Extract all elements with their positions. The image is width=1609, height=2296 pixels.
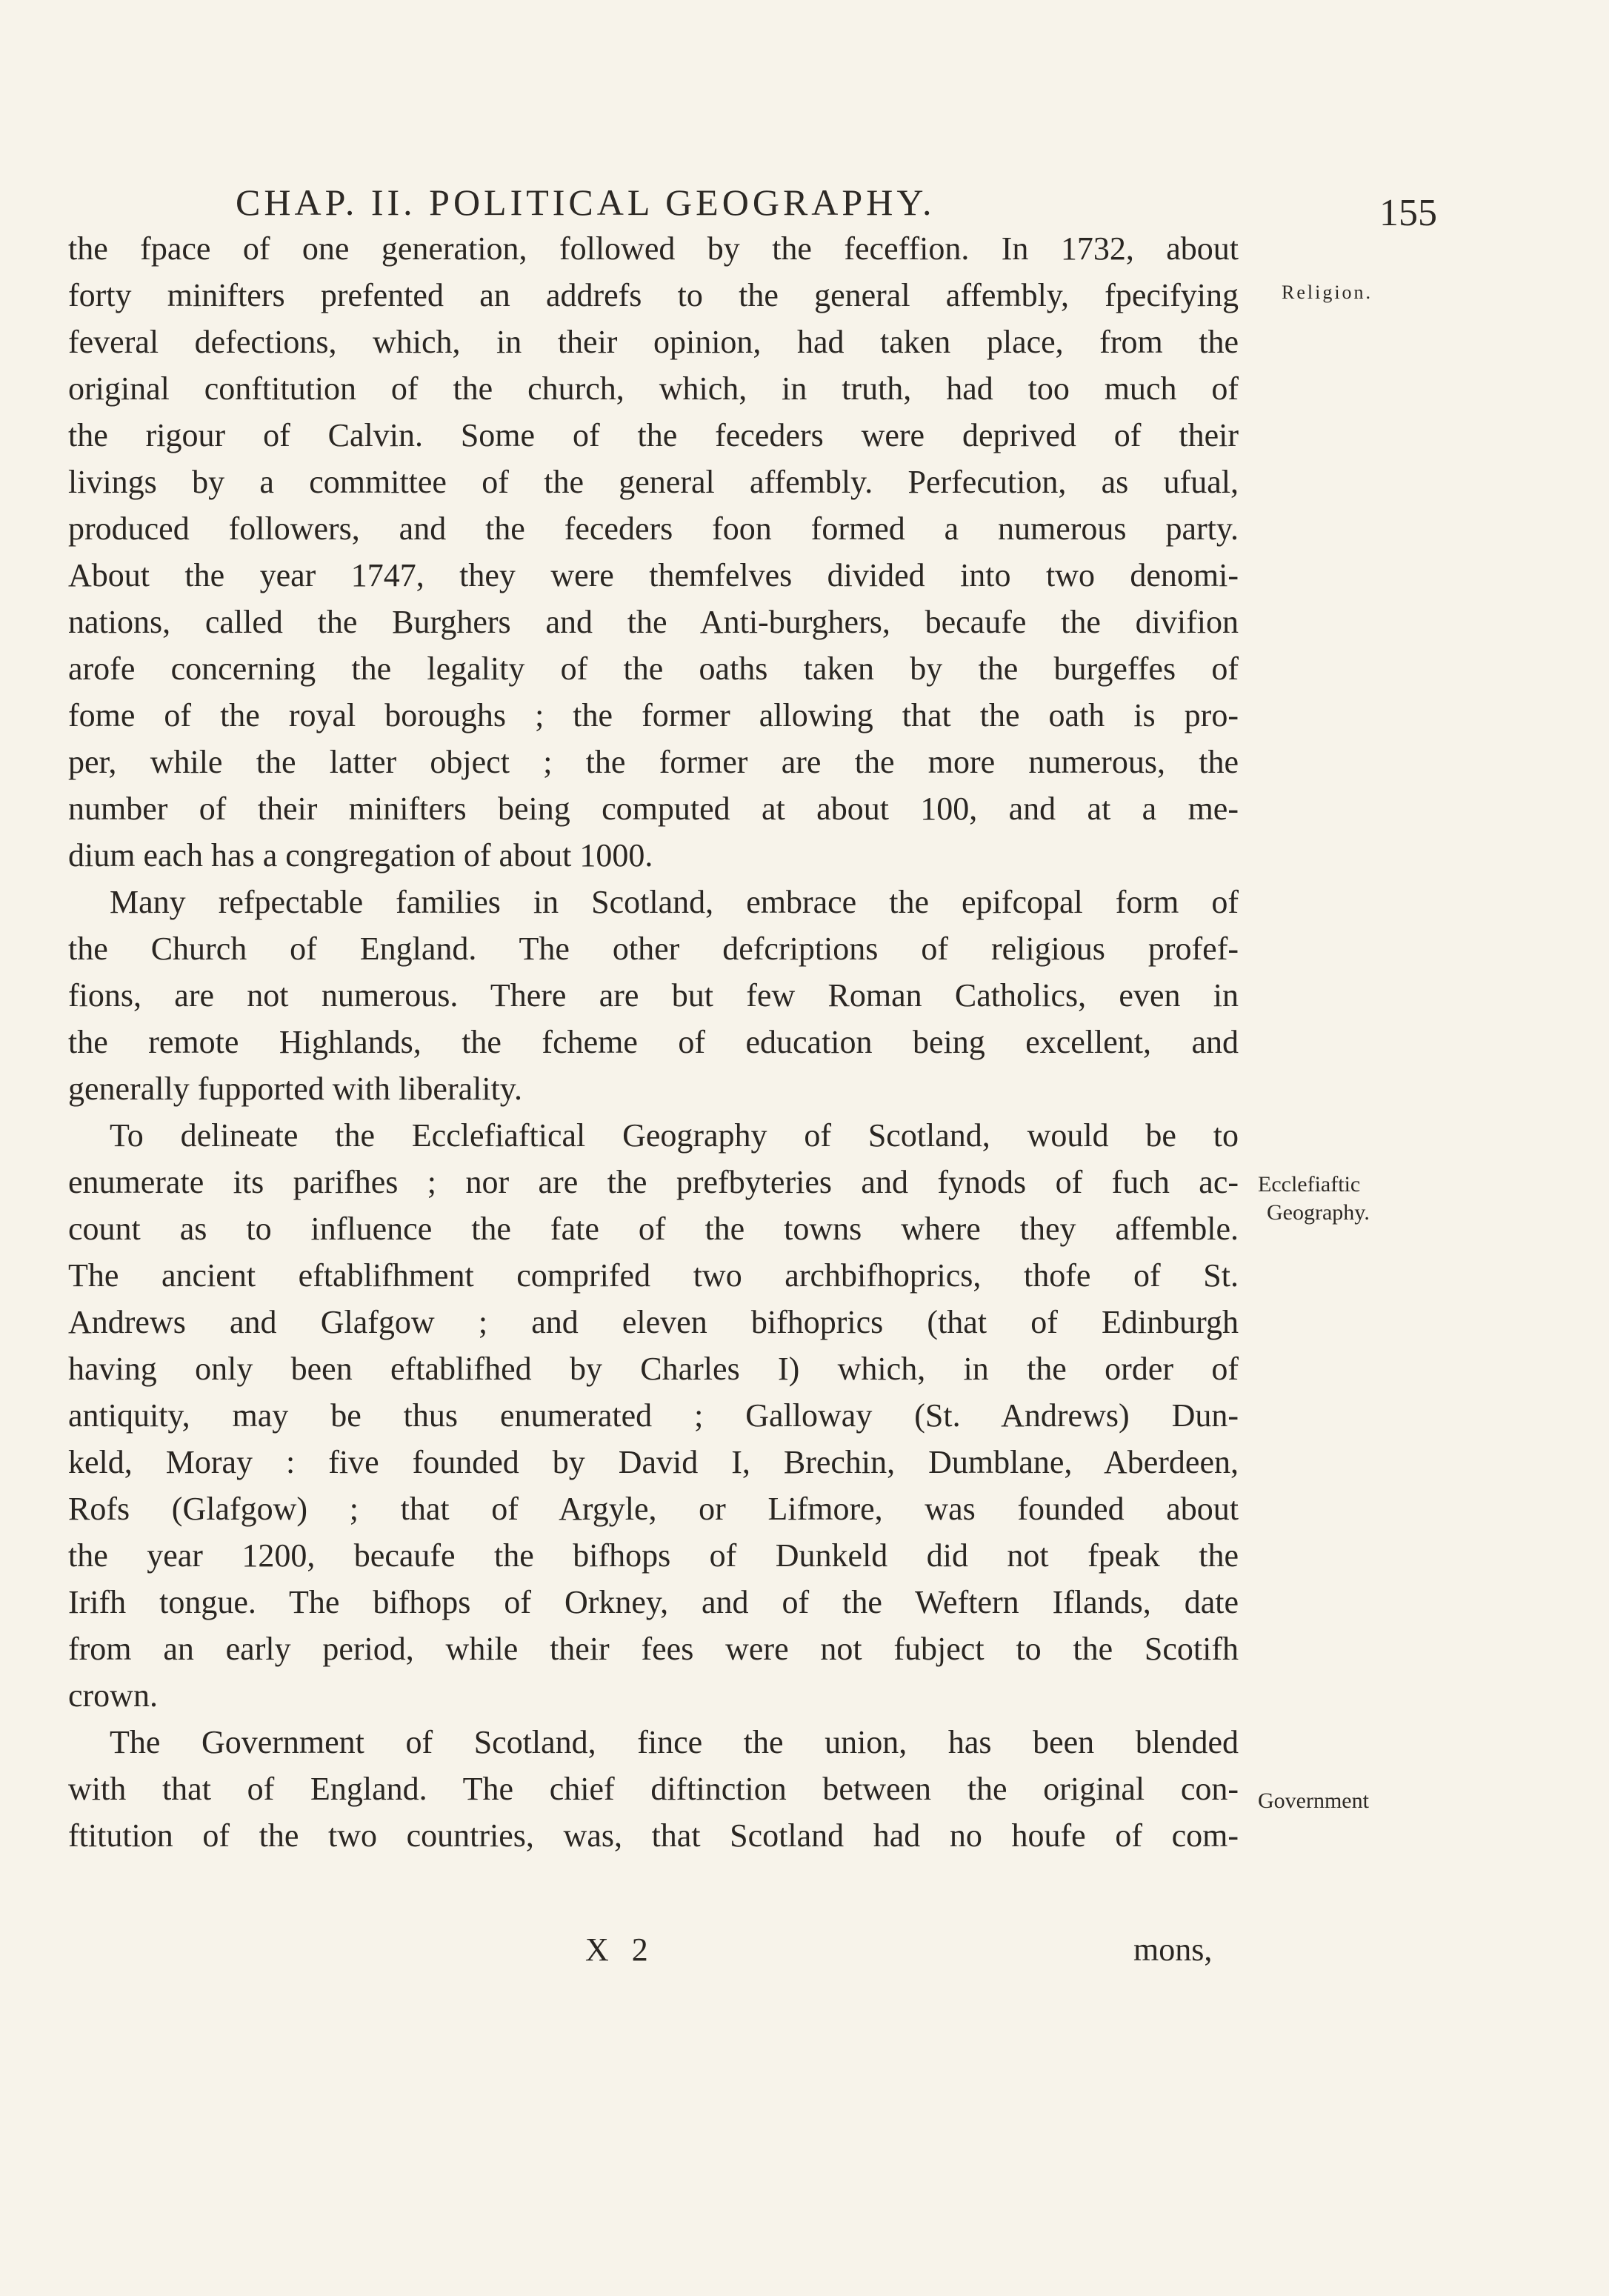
- body-text: [68, 225, 1239, 1859]
- text-line: keld, Moray : five founded by David I, Brechin, Dumblane, Aberdeen,: [68, 1444, 1239, 1480]
- text-line: the Church of England. The other defcriptions of religious profef-: [68, 931, 1239, 967]
- text-line: livings by a committee of the general affembly. Perfecution, as ufual,: [68, 464, 1239, 500]
- margin-note-ecclesiastic: Ecclefiaftic: [1258, 1172, 1361, 1197]
- text-line: The Government of Scotland, fince the union, has been blended: [110, 1724, 1239, 1760]
- text-line: To delineate the Ecclefiaftical Geography of Scotland, would be to: [110, 1117, 1239, 1154]
- text-line: the fpace of one generation, followed by the feceffion. In 1732, about: [68, 230, 1239, 267]
- running-head: CHAP. II. POLITICAL GEOGRAPHY.: [236, 182, 936, 223]
- text-line: forty minifters prefented an addrefs to the general affembly, fpecifying: [68, 277, 1239, 313]
- catchword: mons,: [1133, 1931, 1213, 1968]
- text-line: crown.: [68, 1677, 158, 1714]
- text-line: About the year 1747, they were themfelves divided into two denomi-: [68, 557, 1239, 593]
- text-line: count as to influence the fate of the towns where they affemble.: [68, 1211, 1239, 1247]
- text-line: Andrews and Glafgow ; and eleven bifhoprics (that of Edinburgh: [68, 1304, 1239, 1340]
- text-line: original conftitution of the church, which, in truth, had too much of: [68, 370, 1239, 407]
- text-line: per, while the latter object ; the former are the more numerous, the: [68, 744, 1239, 780]
- text-line: with that of England. The chief diftinction between the original con-: [68, 1771, 1239, 1807]
- margin-note-religion: Religion.: [1282, 282, 1373, 303]
- margin-note-geography: Geography.: [1267, 1200, 1370, 1225]
- text-line: nations, called the Burghers and the Anti-burghers, becaufe the divifion: [68, 604, 1239, 640]
- text-line: number of their minifters being computed at about 100, and at a me-: [68, 791, 1239, 827]
- text-line: Irifh tongue. The bifhops of Orkney, and of the Weftern Iflands, date: [68, 1584, 1239, 1620]
- text-line: the year 1200, becaufe the bifhops of Dunkeld did not fpeak the: [68, 1537, 1239, 1574]
- text-line: from an early period, while their fees were not fubject to the Scotifh: [68, 1631, 1239, 1667]
- text-line: generally fupported with liberality.: [68, 1071, 522, 1107]
- text-line: The ancient eftablifhment comprifed two archbifhoprics, thofe of St.: [68, 1257, 1239, 1294]
- text-line: feveral defections, which, in their opinion, had taken place, from the: [68, 324, 1239, 360]
- text-line: antiquity, may be thus enumerated ; Galloway (St. Andrews) Dun-: [68, 1397, 1239, 1434]
- text-line: fome of the royal boroughs ; the former allowing that the oath is pro-: [68, 697, 1239, 733]
- text-line: Rofs (Glafgow) ; that of Argyle, or Lifmore, was founded about: [68, 1491, 1239, 1527]
- margin-note-government: Government: [1258, 1788, 1369, 1813]
- text-line: produced followers, and the feceders foon formed a numerous party.: [68, 510, 1239, 547]
- text-line: the rigour of Calvin. Some of the feceders were deprived of their: [68, 417, 1239, 453]
- text-line: fions, are not numerous. There are but few Roman Catholics, even in: [68, 977, 1239, 1014]
- text-line: arofe concerning the legality of the oaths taken by the burgeffes of: [68, 650, 1239, 687]
- text-line: the remote Highlands, the fcheme of education being excellent, and: [68, 1024, 1239, 1060]
- page-number: 155: [1379, 192, 1437, 234]
- text-line: dium each has a congregation of about 1000.: [68, 837, 653, 874]
- text-line: ftitution of the two countries, was, that Scotland had no houfe of com-: [68, 1817, 1239, 1854]
- text-line: enumerate its parifhes ; nor are the prefbyteries and fynods of fuch ac-: [68, 1164, 1239, 1200]
- text-line: Many refpectable families in Scotland, embrace the epifcopal form of: [110, 884, 1239, 920]
- signature-mark: X 2: [585, 1931, 656, 1968]
- text-line: having only been eftablifhed by Charles I) which, in the order of: [68, 1351, 1239, 1387]
